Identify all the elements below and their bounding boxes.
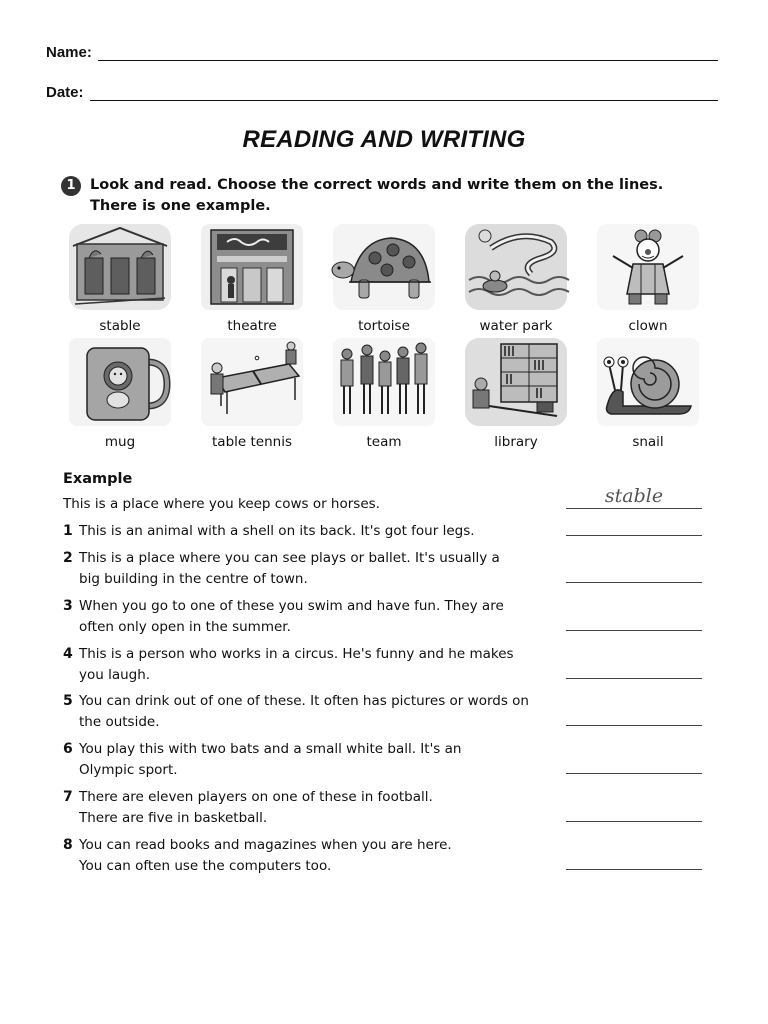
picture-grid xyxy=(54,218,714,450)
mug-picture xyxy=(65,334,175,430)
question-text: This is an animal with a shell on its back. It's got four legs. xyxy=(79,523,475,539)
answer-line-4[interactable] xyxy=(566,678,702,679)
picture-caption: table tennis xyxy=(212,434,292,450)
picture-team xyxy=(318,334,450,450)
tortoise-picture xyxy=(329,218,439,314)
date-line xyxy=(90,86,718,101)
instruction xyxy=(62,175,702,217)
date-row xyxy=(46,84,718,101)
name-label: Name: xyxy=(46,44,92,61)
question-text: When you go to one of these you swim and have fun. They are often only open in the summer. xyxy=(79,598,504,635)
question-1 xyxy=(63,521,563,542)
answer-line-1[interactable] xyxy=(566,535,702,536)
picture-stable xyxy=(54,218,186,334)
question-3 xyxy=(63,596,533,637)
question-number: 6 xyxy=(63,741,73,757)
table-tennis-picture xyxy=(197,334,307,430)
page-title: READING AND WRITING xyxy=(242,126,526,153)
picture-clown xyxy=(582,218,714,334)
picture-caption: snail xyxy=(632,434,664,450)
example-answer-line xyxy=(566,508,702,509)
question-4 xyxy=(63,644,533,685)
question-number: 3 xyxy=(63,598,73,614)
picture-caption: mug xyxy=(104,434,136,450)
example-text: This is a place where you keep cows or horses. xyxy=(63,496,380,512)
example-answer: stable xyxy=(604,485,664,507)
question-text: You can drink out of one of these. It often has pictures or words on the outside. xyxy=(79,693,529,730)
question-6 xyxy=(63,739,493,780)
picture-caption: tortoise xyxy=(358,318,410,334)
question-number: 4 xyxy=(63,646,73,662)
question-number: 7 xyxy=(63,789,73,805)
water-park-picture xyxy=(461,218,571,314)
question-text: There are eleven players on one of these in football. There are five in basketball. xyxy=(79,789,433,826)
question-8 xyxy=(63,835,473,876)
answer-line-2[interactable] xyxy=(566,582,702,583)
picture-library xyxy=(450,334,582,450)
name-line xyxy=(98,46,718,61)
answer-line-5[interactable] xyxy=(566,725,702,726)
instruction-number: 1 xyxy=(61,176,81,196)
library-picture xyxy=(461,334,571,430)
question-number: 8 xyxy=(63,837,73,853)
question-5 xyxy=(63,691,543,732)
picture-mug xyxy=(54,334,186,450)
question-text: This is a place where you can see plays or ballet. It's usually a big building in the centre of town. xyxy=(79,550,500,587)
clown-picture xyxy=(593,218,703,314)
answer-line-8[interactable] xyxy=(566,869,702,870)
question-number: 2 xyxy=(63,550,73,566)
answer-line-6[interactable] xyxy=(566,773,702,774)
question-text: You can read books and magazines when you are here. You can often use the computers too. xyxy=(79,837,452,874)
stable-picture xyxy=(65,218,175,314)
snail-picture xyxy=(593,334,703,430)
question-2 xyxy=(63,548,513,589)
instruction-text: Look and read. Choose the correct words and write them on the lines. There is one example. xyxy=(90,177,664,214)
question-7 xyxy=(63,787,473,828)
name-row xyxy=(46,44,718,61)
team-picture xyxy=(329,334,439,430)
picture-snail xyxy=(582,334,714,450)
picture-caption: theatre xyxy=(227,318,277,334)
question-text: This is a person who works in a circus. He's funny and he makes you laugh. xyxy=(79,646,514,683)
picture-tortoise xyxy=(318,218,450,334)
picture-row xyxy=(54,334,714,450)
question-number: 5 xyxy=(63,693,73,709)
picture-table-tennis xyxy=(186,334,318,450)
picture-caption: team xyxy=(366,434,402,450)
picture-caption: library xyxy=(494,434,538,450)
picture-caption: stable xyxy=(99,318,141,334)
answer-line-3[interactable] xyxy=(566,630,702,631)
picture-water-park xyxy=(450,218,582,334)
picture-theatre xyxy=(186,218,318,334)
example-heading: Example xyxy=(63,471,133,487)
date-label: Date: xyxy=(46,84,84,101)
example-question xyxy=(63,494,563,515)
answer-line-7[interactable] xyxy=(566,821,702,822)
theatre-picture xyxy=(197,218,307,314)
picture-caption: clown xyxy=(628,318,668,334)
picture-row xyxy=(54,218,714,334)
picture-caption: water park xyxy=(479,318,553,334)
question-text: You play this with two bats and a small white ball. It's an Olympic sport. xyxy=(79,741,462,778)
question-number: 1 xyxy=(63,523,73,539)
